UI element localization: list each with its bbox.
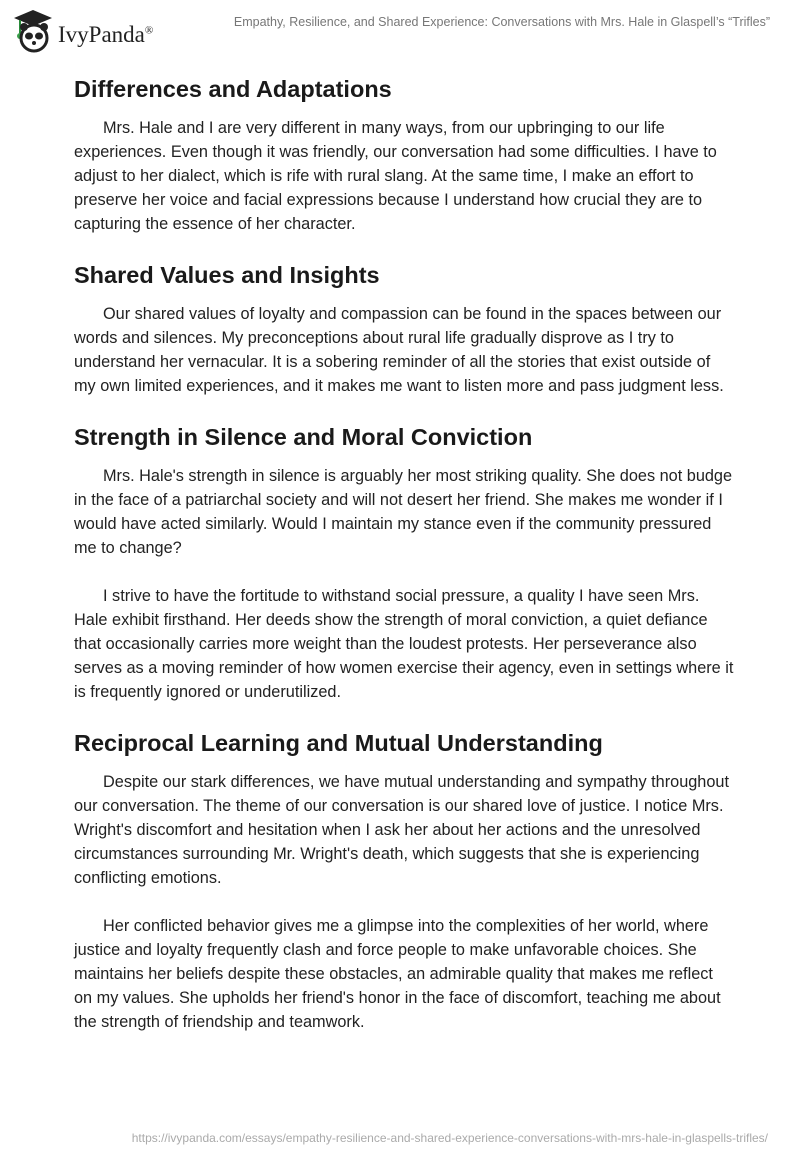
panda-graduate-icon [12, 8, 54, 54]
paragraph: Mrs. Hale's strength in silence is arguably her most striking quality. She does not budge in the face of a patriarchal society and will not desert her friend. She makes me wonder if I would have acted similarly. Would I maintain my stance even if the community pressured me to change? [74, 467, 733, 557]
paragraph: Despite our stark differences, we have mutual understanding and sympathy throughout our conversation. The theme of our conversation is our shared love of justice. I notice Mrs. Wright's discomfort and hesitation when I ask her about her actions and the unresolved circumstances surrounding Mr. Wright's death, which suggests that she is experiencing conflicting emotions. [74, 773, 729, 887]
essay-body [74, 74, 734, 1056]
section-heading: Differences and Adaptations [74, 76, 392, 102]
section-heading: Shared Values and Insights [74, 262, 380, 288]
section-heading: Strength in Silence and Moral Conviction [74, 424, 533, 450]
section-heading: Reciprocal Learning and Mutual Understanding [74, 730, 603, 756]
source-url[interactable]: https://ivypanda.com/essays/empathy-resilience-and-shared-experience-conversations-with-mrs-hale-in-glaspells-trifles/ [131, 1131, 768, 1145]
header [0, 0, 800, 60]
logo-text: IvyPanda® [58, 22, 154, 47]
paragraph: Our shared values of loyalty and compassion can be found in the spaces between our words and silences. My preconceptions about rural life gradually disprove as I try to understand her vernacular. It is a sobering reminder of all the stories that exist outside of my own limited experiences, and it makes me want to listen more and pass judgment less. [74, 305, 724, 395]
document-title: Empathy, Resilience, and Shared Experience: Conversations with Mrs. Hale in Glaspell’s “Trifles” [233, 15, 770, 29]
ivypanda-logo[interactable] [12, 8, 153, 54]
paragraph: I strive to have the fortitude to withstand social pressure, a quality I have seen Mrs. Hale exhibit firsthand. Her deeds show the strength of moral conviction, a quiet defiance that occasionally carries more weight than the loudest protests. Her perseverance also serves as a moving reminder of how women exercise their agency, even in settings where it is frequently ignored or underutilized. [74, 587, 734, 701]
paragraph: Her conflicted behavior gives me a glimpse into the complexities of her world, where justice and loyalty frequently clash and force people to make unfavorable choices. She maintains her beliefs despite these obstacles, an admirable quality that makes me reflect on my values. She upholds her friend's honor in the face of discomfort, teaching me about the strength of friendship and teamwork. [74, 917, 721, 1031]
paragraph: Mrs. Hale and I are very different in many ways, from our upbringing to our life experiences. Even though it was friendly, our conversation had some difficulties. I have to adjust to her dialect, which is rife with rural slang. At the same time, I make an effort to preserve her voice and facial expressions because I understand how crucial they are to capturing the essence of her character. [74, 119, 717, 233]
